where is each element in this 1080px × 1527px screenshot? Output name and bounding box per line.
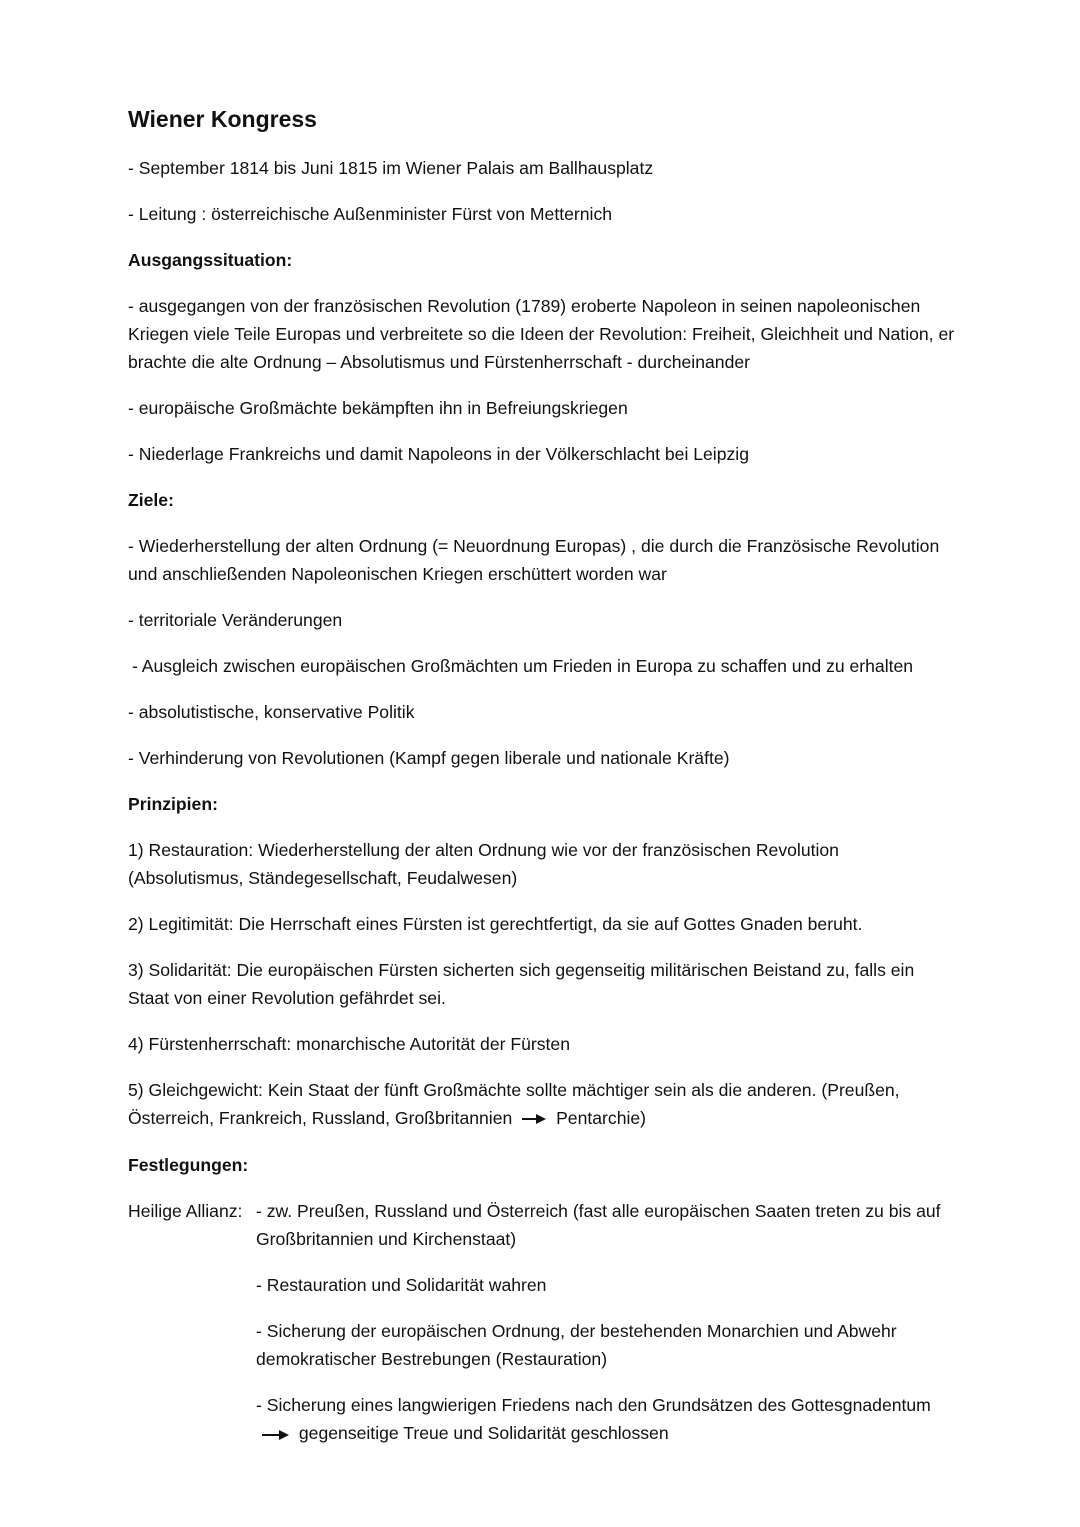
ausgangssituation-item: - Niederlage Frankreichs und damit Napoleons in der Völkerschlacht bei Leipzig — [128, 444, 749, 464]
allianz-item: - Restauration und Solidarität wahren — [256, 1275, 547, 1296]
prinzipien-item-gleichgewicht — [128, 1076, 958, 1133]
gleichgewicht-text: 5) Gleichgewicht: Kein Staat der fünft Großmächte sollte mächtiger sein als die anderen. (Preußen, Österreich, Frankreich, Russland, Großbritannien — [128, 1080, 900, 1128]
allianz-item-frieden — [256, 1391, 958, 1448]
right-arrow-icon — [521, 1105, 547, 1133]
intro-line-date: - September 1814 bis Juni 1815 im Wiener Palais am Ballhausplatz — [128, 158, 654, 178]
prinzipien-item: 3) Solidarität: Die europäischen Fürsten sicherten sich gegenseitig militärischen Beistand zu, falls ein Staat von einer Revolution gefährdet sei. — [128, 960, 915, 1008]
ziele-item: - absolutistische, konservative Politik — [128, 702, 415, 722]
ziele-item: - territoriale Veränderungen — [128, 610, 343, 630]
frieden-text: - Sicherung eines langwierigen Friedens nach den Grundsätzen des Gottesgnadentum — [256, 1395, 931, 1416]
heading-prinzipien: Prinzipien: — [128, 794, 218, 814]
ziele-item: - Ausgleich zwischen europäischen Großmächten um Frieden in Europa zu schaffen und zu erhalten — [132, 656, 914, 676]
intro-line-leitung: - Leitung : österreichische Außenminister Fürst von Metternich — [128, 204, 613, 224]
right-arrow-icon — [260, 1421, 290, 1449]
ziele-item: - Wiederherstellung der alten Ordnung (= Neuordnung Europas) , die durch die Französische Revolution und anschließenden Napoleonischen Kriegen erschüttert worden war — [128, 536, 940, 584]
prinzipien-item: 2) Legitimität: Die Herrschaft eines Fürsten ist gerechtfertigt, da sie auf Gottes Gnaden beruht. — [128, 914, 863, 934]
heading-ausgangssituation: Ausgangssituation: — [128, 250, 293, 270]
page-title: Wiener Kongress — [128, 106, 317, 132]
treue-text: gegenseitige Treue und Solidarität geschlossen — [298, 1423, 669, 1444]
ziele-item: - Verhinderung von Revolutionen (Kampf gegen liberale und nationale Kräfte) — [128, 748, 730, 768]
ausgangssituation-item: - ausgegangen von der französischen Revolution (1789) eroberte Napoleon in seinen napoleonischen Kriegen viele Teile Europas und verbreitete so die Ideen der Revolution: Freiheit, Gleichheit und Nation, er brachte die alte Ordnung – Absolutismus und Fürstenherrschaft - durcheinander — [128, 296, 955, 372]
ausgangssituation-item: - europäische Großmächte bekämpften ihn in Befreiungskriegen — [128, 398, 628, 418]
allianz-item: - Sicherung der europäischen Ordnung, der bestehenden Monarchien und Abwehr demokratischer Bestrebungen (Restauration) — [256, 1321, 897, 1370]
heading-ziele: Ziele: — [128, 490, 174, 510]
document-page — [128, 100, 958, 1467]
allianz-label: Heilige Allianz: — [128, 1201, 243, 1222]
prinzipien-item: 4) Fürstenherrschaft: monarchische Autorität der Fürsten — [128, 1034, 570, 1054]
heilige-allianz — [128, 1197, 958, 1271]
heading-festlegungen: Festlegungen: — [128, 1155, 249, 1176]
allianz-item: - zw. Preußen, Russland und Österreich (fast alle europäischen Saaten treten zu bis auf Großbritannien und Kirchenstaat) — [256, 1201, 941, 1250]
pentarchie-text: Pentarchie) — [556, 1108, 647, 1128]
prinzipien-item: 1) Restauration: Wiederherstellung der alten Ordnung wie vor der französischen Revolution (Absolutismus, Ständegesellschaft, Feudalwesen) — [128, 840, 839, 888]
